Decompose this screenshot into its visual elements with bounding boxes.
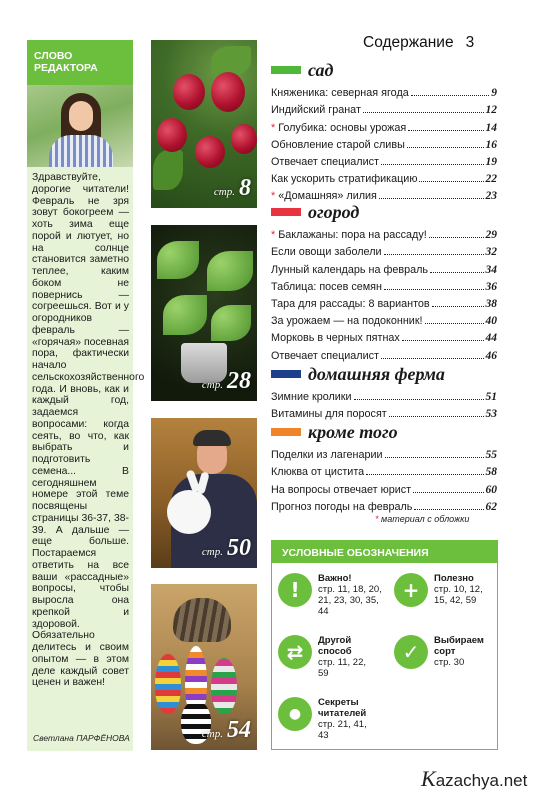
dot-leader — [384, 254, 484, 255]
section-color-bar — [271, 208, 301, 216]
toc-heading — [363, 34, 474, 52]
toc-entry-title: Лунный календарь на февраль — [271, 263, 429, 276]
toc-entry-page: 40 — [485, 315, 497, 328]
cover-star-icon: * — [271, 190, 276, 203]
toc-entry-page: 62 — [485, 500, 497, 513]
swap-arrows-icon: ⇄ — [278, 635, 312, 669]
photo-page-label: стр. 54 — [201, 717, 251, 743]
toc-entry-page: 44 — [485, 332, 497, 345]
editor-signature: Светлана ПАРФЁНОВА — [33, 733, 130, 743]
toc-entry-title: Таблица: посев семян — [271, 280, 382, 293]
legend-item-reader-secrets: ● Секреты читателей стр. 21, 41, 43 — [278, 697, 378, 741]
toc-entry-title: Клюква от цистита — [271, 466, 365, 479]
toc-entry-page: 38 — [485, 297, 497, 310]
cover-star-icon: * — [271, 229, 276, 242]
section-home-farm — [271, 365, 497, 420]
section-color-bar — [271, 66, 301, 74]
toc-entry-title: Прогноз погоды на февраль — [271, 500, 413, 513]
dot-leader — [411, 95, 490, 96]
editor-heading-line-1: СЛОВО — [34, 50, 73, 62]
legend-heading: УСЛОВНЫЕ ОБОЗНАЧЕНИЯ — [272, 541, 497, 563]
toc-entry-title: «Домашняя» лилия — [278, 190, 377, 203]
dot-leader — [432, 306, 484, 307]
toc-entry — [271, 82, 497, 99]
toc-entry-page: 58 — [485, 466, 497, 479]
toc-entry-title: Тара для рассады: 8 вариантов — [271, 297, 430, 310]
dot-leader — [381, 358, 484, 359]
editor-column — [27, 40, 145, 751]
toc-entry — [271, 386, 497, 403]
section-color-bar — [271, 428, 301, 436]
section-miscellaneous — [271, 423, 497, 513]
dot-leader — [354, 399, 484, 400]
toc-entry — [271, 461, 497, 478]
dot-leader — [430, 272, 483, 273]
toc-entry — [271, 99, 497, 116]
toc-entry — [271, 344, 497, 361]
cover-material-note: * материал с обложки — [375, 514, 470, 524]
toc-entry — [271, 168, 497, 185]
toc-entry-page: 34 — [485, 263, 497, 276]
toc-entry-page: 29 — [485, 229, 497, 242]
toc-entry-page: 60 — [485, 483, 497, 496]
section-title: огород — [308, 202, 360, 222]
toc-entry-title: Индийский гранат — [271, 104, 361, 117]
photo-man-with-rabbit — [151, 418, 257, 568]
photo-page-label: стр. 8 — [213, 175, 251, 201]
legend-item-useful: + Полезно стр. 10, 12, 15, 42, 59 — [394, 573, 498, 607]
toc-entry-page: 9 — [491, 87, 497, 100]
toc-entry-page: 53 — [485, 408, 497, 421]
toc-entry-page: 19 — [485, 155, 497, 168]
section-title: домашняя ферма — [308, 364, 445, 384]
toc-entry — [271, 185, 497, 202]
legend-item-other-method: ⇄ Другой способ стр. 11, 22, 59 — [278, 635, 378, 679]
toc-entry-page: 55 — [485, 449, 497, 462]
section-title: кроме того — [308, 422, 398, 442]
toc-title: Содержание — [363, 34, 454, 51]
editor-letter-text: Здравствуйте, дорогие читатели! Февраль не зря зовут бокогреем — хоть зима еще порой и лютует, но на солнце становится заметно теплее, каким боком не повернись — согреешься. Вот и у огородников февраль — «горячая» посевная пора, фактически начало сельскохозяйственного года. И вновь, как и каждый год, задаемся вопросами: когда сеять, во что, как выбрать и подготовить семена... В сегодняшнем номере этой теме посвящены страницы 36-37, 38-39. А дальше — еще больше. Постараемся ответить на все ваши «рассадные» вопросы, чтобы выросла она крепкой и здоровой. Обязательно делитесь и своим опытом — в этом деле каждый совет ценен и важен! — [32, 172, 145, 689]
dot-leader — [379, 198, 484, 199]
exclamation-icon: ! — [278, 573, 312, 607]
legend-box — [271, 540, 498, 750]
legend-item-important: ! Важно! стр. 11, 18, 20, 21, 23, 30, 35, 44 — [278, 573, 384, 617]
toc-entry-page: 32 — [485, 246, 497, 259]
watermark: Kazachya.net — [421, 766, 528, 791]
toc-entry — [271, 241, 497, 258]
toc-entry-title: Поделки из лагенарии — [271, 449, 383, 462]
photo-page-label: стр. 50 — [201, 535, 251, 561]
editor-heading-line-2: РЕДАКТОРА — [34, 62, 98, 74]
toc-entry — [271, 327, 497, 344]
toc-entry — [271, 444, 497, 461]
toc-entry — [271, 293, 497, 310]
section-title: сад — [308, 60, 334, 80]
photo-eggplant-seedling — [151, 225, 257, 401]
toc-entry-title: За урожаем — на подоконник! — [271, 315, 423, 328]
toc-entry-title: Витамины для поросят — [271, 408, 387, 421]
dot-leader — [366, 474, 483, 475]
checkmark-icon: ✓ — [394, 635, 428, 669]
dot-leader — [429, 237, 484, 238]
cover-star-icon: * — [271, 121, 276, 134]
editor-photo — [27, 85, 133, 167]
toc-entry-title: Голубика: основы урожая — [278, 121, 407, 134]
toc-entry-title: Как ускорить стратификацию — [271, 173, 418, 186]
toc-entry-page: 22 — [485, 173, 497, 186]
toc-entry-title: Отвечает специалист — [271, 349, 379, 362]
toc-entry — [271, 116, 497, 133]
dot-leader — [385, 457, 484, 458]
toc-entry-page: 51 — [485, 391, 497, 404]
dot-leader — [381, 164, 484, 165]
toc-entry — [271, 151, 497, 168]
toc-entry-title: На вопросы отвечает юрист — [271, 483, 412, 496]
toc-entry-title: Обновление старой сливы — [271, 138, 405, 151]
toc-entry — [271, 224, 497, 241]
keyhole-icon: ● — [278, 697, 312, 731]
photo-page-label: стр. 28 — [201, 368, 251, 394]
dot-leader — [389, 416, 484, 417]
dot-leader — [407, 147, 484, 148]
toc-entry-page: 14 — [485, 121, 497, 134]
toc-entry-title: Княженика: северная ягода — [271, 87, 409, 100]
dot-leader — [414, 509, 483, 510]
toc-entry-page: 23 — [485, 190, 497, 203]
toc-entry-page: 36 — [485, 280, 497, 293]
toc-entry-title: Баклажаны: пора на рассаду! — [278, 229, 427, 242]
dot-leader — [419, 181, 483, 182]
dot-leader — [413, 492, 483, 493]
toc-entry — [271, 258, 497, 275]
editor-letter — [27, 167, 145, 689]
toc-entry-page: 12 — [485, 104, 497, 117]
toc-entry-title: Отвечает специалист — [271, 155, 379, 168]
magazine-page-number: 3 — [465, 34, 475, 51]
toc-entry-page: 16 — [485, 138, 497, 151]
toc-entry-page: 46 — [485, 349, 497, 362]
dot-leader — [363, 112, 484, 113]
dot-leader — [402, 340, 484, 341]
toc-entry — [271, 478, 497, 495]
toc-entry — [271, 310, 497, 327]
toc-entry-title: Морковь в черных пятнах — [271, 332, 400, 345]
toc-entry — [271, 276, 497, 293]
toc-entry — [271, 403, 497, 420]
editor-heading — [27, 40, 133, 85]
section-garden — [271, 61, 497, 202]
legend-item-choose-variety: ✓ Выбираем сорт стр. 30 — [394, 635, 494, 669]
dot-leader — [425, 323, 484, 324]
dot-leader — [408, 130, 483, 131]
photo-cat-gourds — [151, 584, 257, 750]
section-vegetable-garden — [271, 203, 497, 362]
toc-entry-title: Если овощи заболели — [271, 246, 382, 259]
dot-leader — [384, 289, 484, 290]
section-color-bar — [271, 370, 301, 378]
toc-entry — [271, 496, 497, 513]
toc-entry-title: Зимние кролики — [271, 391, 352, 404]
photo-raspberry — [151, 40, 257, 208]
plus-icon: + — [394, 573, 428, 607]
toc-entry — [271, 134, 497, 151]
